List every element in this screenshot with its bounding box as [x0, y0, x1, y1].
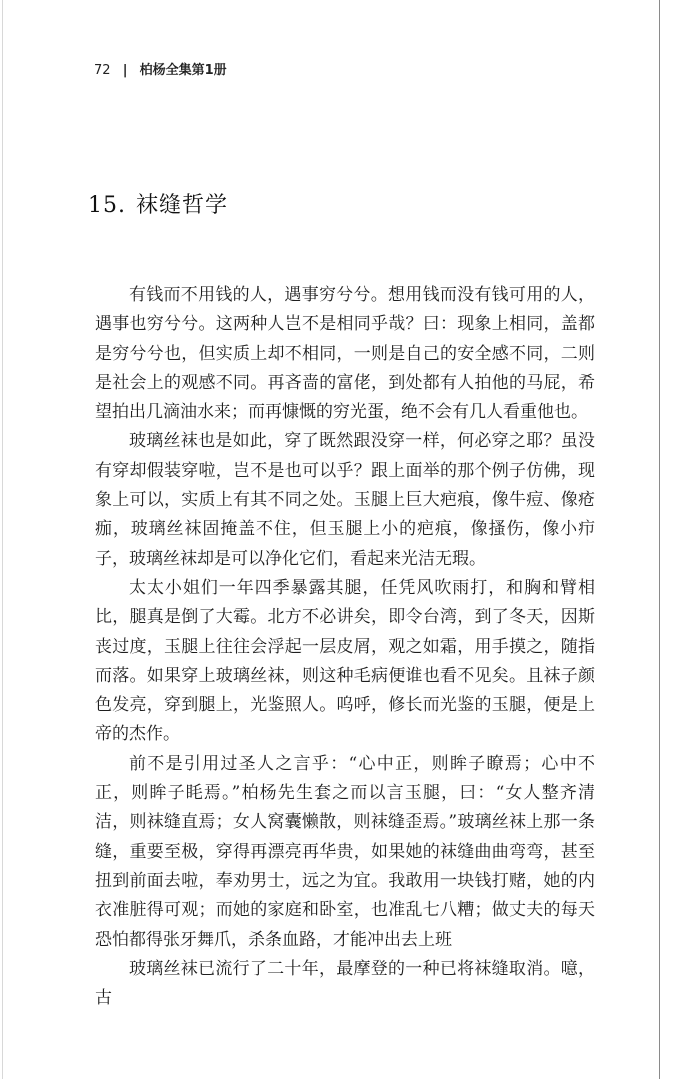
paragraph: 前不是引用过圣人之言乎：“心中正，则眸子瞭焉；心中不正，则眸子眊焉。”柏杨先生套之而以言玉腿，曰：“女人整齐清洁，则袜缝直焉；女人窝囊懒散，则袜缝歪焉。”玻璃丝袜上那一条缝，重要至极，穿得再漂亮再华贵，如果她的袜缝曲曲弯弯，甚至扭到前面去啦，奉劝男士，远之为宜。我敢用一块钱打赌，她的内衣准脏得可观；而她的家庭和卧室，也准乱七八糟；做丈夫的每天恐怕都得张牙舞爪，杀条血路，才能冲出去上班: [95, 753, 595, 950]
chapter-number: 15.: [88, 193, 126, 218]
paragraph: 有钱而不用钱的人，遇事穷兮兮。想用钱而没有钱可用的人，遇事也穷兮兮。这两种人岂不是相同乎哉？曰：现象上相同，盖都是穷兮兮也，但实质上却不相同，一则是自己的安全感不同，二则是社会上的观感不同。再吝啬的富佬，到处都有人拍他的马屁，希望拍出几滴油水来；而再慷慨的穷光蛋，绝不会有几人看重他也。: [95, 285, 595, 423]
paragraph: 太太小姐们一年四季暴露其腿，任凭风吹雨打，和胸和臂相比，腿真是倒了大霉。北方不必讲矣，即令台湾，到了冬天，因斯丧过度，玉腿上往往会浮起一层皮屑，观之如霜，用手摸之，随指而落。如果穿上玻璃丝袜，则这种毛病便谁也看不见矣。且袜子颜色发亮，穿到腿上，光鉴照人。呜呼，修长而光鉴的玉腿，便是上帝的杰作。: [95, 577, 595, 745]
paragraph: 玻璃丝袜也是如此，穿了既然跟没穿一样，何必穿之耶？虽没有穿却假装穿啦，岂不是也可以乎？跟上面举的那个例子仿佛，现象上可以，实质上有其不同之处。玉腿上巨大疤痕，像牛痘、像疮痂，玻璃丝袜固掩盖不住，但玉腿上小的疤痕，像搔伤，像小疖子，玻璃丝袜却是可以净化它们，看起来光洁无瑕。: [95, 431, 595, 569]
book-title: 柏杨全集第1册: [139, 63, 227, 78]
paragraph: 玻璃丝袜已流行了二十年，最摩登的一种已将袜缝取消。噫，古: [95, 958, 595, 1009]
page-number: 72: [94, 63, 111, 78]
chapter-title: [88, 190, 228, 222]
running-header: [94, 63, 227, 79]
body-text: [95, 281, 595, 1013]
header-separator: |: [122, 63, 128, 78]
chapter-title-text: 袜缝哲学: [136, 193, 229, 218]
